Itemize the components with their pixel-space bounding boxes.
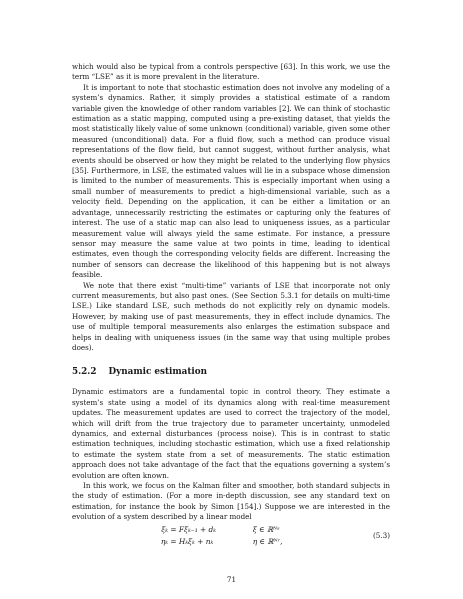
section-heading xyxy=(72,367,390,378)
paragraph: It is important to note that stochastic estimation does not involve any modeling of a system’s dynamics. Rather, it simply provides a statistical estimate of a random variable given the knowledge of other random variables [2]. We can think of stochastic estimation as a static mapping, computed using a pre-existing dataset, that yields the most statistically likely value of some unknown (conditional) variable, given some other measured (unconditional) data. For a fluid flow, such a method can produce visual representations of the flow field, but cannot suggest, without further analysis, what events should be observed or how they might be related to the underlying flow physics [35]. Furthermore, in LSE, the estimated values will lie in a subspace whose dimension is limited to the number of measurements. This is especially important when using a small number of measurements to predict a high-dimensional variable, such as a velocity field. Depending on the application, it can be either a limitation or an advantage, unnecessarily restricting the estimates or capturing only the features of interest. The use of a static map can also lead to uniqueness issues, as a particular measurement value will always yield the same estimate. For instance, a pressure sensor may measure the same value at two points in time, leading to identical estimates, even though the corresponding velocity fields are different. Increasing the number of sensors can decrease the likelihood of this happening but is not always feasible. xyxy=(72,82,390,280)
equation-row xyxy=(144,525,280,535)
equation-domain: ξ ∈ ℝᴺˢ xyxy=(252,524,280,534)
section-title: Dynamic estimation xyxy=(108,367,208,378)
equation-row xyxy=(144,537,282,547)
equation-number: (5.3) xyxy=(372,530,390,540)
section-number: 5.2.2 xyxy=(72,367,97,378)
equation-lhs: ηₖ xyxy=(160,536,168,546)
equation-rhs: = Hₖξₖ + nₖ xyxy=(170,536,214,546)
paragraph: In this work, we focus on the Kalman filter and smoother, both standard subjects in the study of estimation. (For a more in-depth discussion, see any standard text on estimation, for instance the book by Simon [154].) Suppose we are interested in the evolution of a system described by a linear model xyxy=(72,481,390,522)
text-column xyxy=(72,62,390,555)
equation-lhs: ξₖ xyxy=(161,524,168,534)
paragraph: which would also be typical from a controls perspective [63]. In this work, we use the term “LSE” as it is more prevalent in the literature. xyxy=(72,62,390,82)
equation-block xyxy=(72,525,390,555)
paragraph: Dynamic estimators are a fundamental topic in control theory. They estimate a system’s state using a model of its dynamics along with real-time measurement updates. The measurement updates are used to correct the trajectory of the model, which will drift from the true trajectory due to parameter uncertainty, unmodeled dynamics, and external disturbances (process noise). This is in contrast to static estimation techniques, including stochastic estimation, which use a fixed relationship to estimate the system state from a set of measurements. The static estimation approach does not take advantage of the fact that the equations governing a system’s evolution are often known. xyxy=(72,387,390,480)
page-number: 71 xyxy=(226,575,237,584)
equation-rhs: = Fξₖ₋₁ + dₖ xyxy=(170,524,216,534)
paragraph: We note that there exist “multi-time” variants of LSE that incorporate not only current measurements, but also past ones. (See Section 5.3.1 for details on multi-time LSE.) Like standard LSE, such methods do not explicitly rely on dynamic models. However, by making use of past measurements, they in effect include dynamics. The use of multiple temporal measurements also enlarges the estimation subspace and helps in dealing with uniqueness issues (in the same way that using multiple probes does). xyxy=(72,280,390,352)
equation-domain: η ∈ ℝᴺʳ, xyxy=(252,536,283,546)
